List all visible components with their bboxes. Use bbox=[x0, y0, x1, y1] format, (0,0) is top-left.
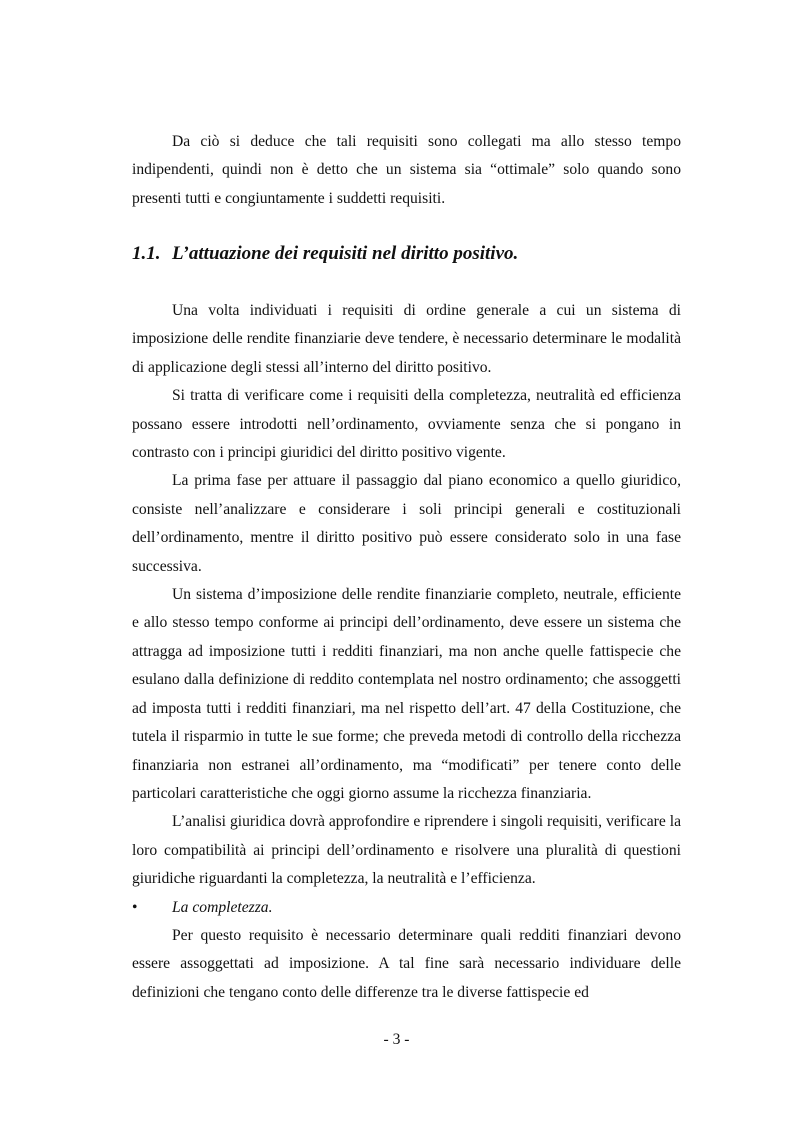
bullet-item bbox=[132, 894, 681, 922]
bullet-icon: • bbox=[132, 898, 138, 916]
section-body bbox=[132, 297, 681, 1007]
body-paragraph: L’analisi giuridica dovrà approfondire e riprendere i singoli requisiti, verificare la loro compatibilità ai principi dell’ordinamento e risolvere una pluralità di questioni giuridiche riguardanti la completezza, la neutralità e l’efficienza. bbox=[132, 813, 681, 888]
body-paragraph: Si tratta di verificare come i requisiti della completezza, neutralità ed efficienza possano essere introdotti nell’ordinamento, ovviamente senza che si pongano in contrasto con i principi giuridici del diritto positivo vigente. bbox=[132, 387, 681, 462]
page-number: - 3 - bbox=[383, 1031, 410, 1048]
final-paragraph: Per questo requisito è necessario determinare quali redditi finanziari devono essere assoggettati ad imposizione. A tal fine sarà necessario individuare delle definizioni che tengano conto delle differenze tra le diverse fattispecie ed bbox=[132, 926, 681, 1001]
body-paragraph: Un sistema d’imposizione delle rendite finanziarie completo, neutrale, efficiente e allo stesso tempo conforme ai principi dell’ordinamento, deve essere un sistema che attragga ad imposizione tutti i redditi finanziari, ma non anche quelle fattispecie che esulano dalla definizione di reddito contemplata nel nostro ordinamento; che assoggetti ad imposta tutti i redditi finanziari, ma nel rispetto dell’art. 47 della Costituzione, che tutela il risparmio in tutte le sue forme; che preveda metodi di controllo della ricchezza finanziaria non estranei all’ordinamento, ma “modificati” per tenere conto delle particolari caratteristiche che oggi giorno assume la ricchezza finanziaria. bbox=[132, 586, 681, 802]
bullet-text: La completezza. bbox=[172, 898, 273, 916]
section-title: L’attuazione dei requisiti nel diritto positivo. bbox=[172, 243, 519, 264]
body-paragraph: Una volta individuati i requisiti di ordine generale a cui un sistema di imposizione delle rendite finanziarie deve tendere, è necessario determinare le modalità di applicazione degli stessi all’interno del diritto positivo. bbox=[132, 302, 681, 376]
section-number: 1.1. bbox=[132, 243, 161, 264]
intro-section bbox=[132, 128, 681, 213]
section-heading bbox=[132, 240, 681, 268]
intro-paragraph: Da ciò si deduce che tali requisiti sono collegati ma allo stesso tempo indipendenti, quindi non è detto che un sistema sia “ottimale” solo quando sono presenti tutti e congiuntamente i suddetti requisiti. bbox=[132, 133, 681, 207]
body-paragraph: La prima fase per attuare il passaggio dal piano economico a quello giuridico, consiste nell’analizzare e considerare i soli principi generali e costituzionali dell’ordinamento, mentre il diritto positivo può essere considerato solo in una fase successiva. bbox=[132, 472, 681, 575]
